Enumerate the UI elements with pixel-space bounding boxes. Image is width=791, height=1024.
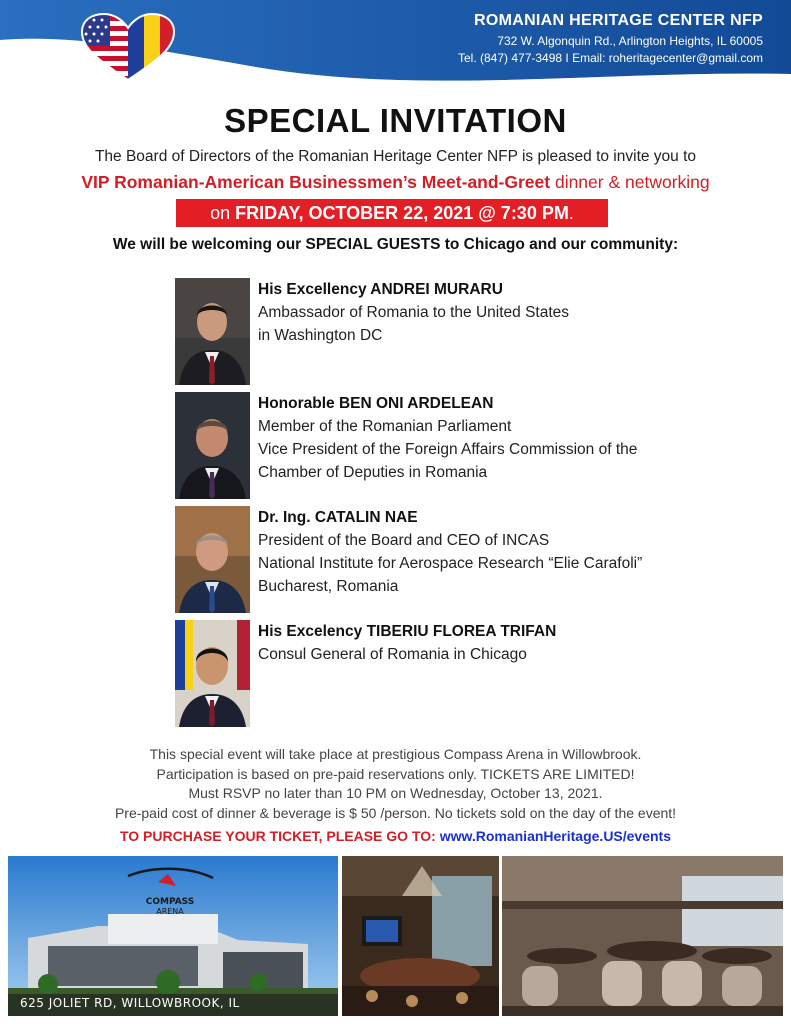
details-line: Pre-paid cost of dinner & beverage is $ 50 /person. No tickets sold on the day of the event! [114, 804, 677, 821]
guest-info [258, 278, 738, 347]
venue-exterior-photo [8, 856, 338, 1016]
venue-interior-photo [342, 856, 499, 1016]
guest-name: His Excelency TIBERIU FLOREA TRIFAN [258, 623, 557, 640]
guest-title-line: National Institute for Aerospace Research “Elie Carafoli” [258, 555, 643, 572]
us-romania-heart-icon [78, 12, 178, 84]
guest-title-line: Vice President of the Foreign Affairs Commission of the [258, 441, 638, 458]
guest-name: Honorable BEN ONI ARDELEAN [258, 395, 494, 412]
header-banner [0, 0, 791, 100]
guest-title-line: in Washington DC [258, 327, 383, 344]
guest-title-line: Member of the Romanian Parliament [258, 418, 512, 435]
organization-info [458, 12, 763, 65]
guest-info [258, 620, 738, 666]
venue-address: 625 JOLIET RD, WILLOWBROOK, IL [20, 996, 240, 1010]
page-title: SPECIAL INVITATION [224, 102, 567, 139]
event-date-banner [176, 199, 608, 227]
guest-entry [175, 392, 735, 500]
purchase-call-to-action [0, 828, 791, 844]
welcome-text: We will be welcoming our SPECIAL GUESTS to Chicago and our community: [112, 236, 679, 253]
cta-text: TO PURCHASE YOUR TICKET, PLEASE GO TO: [119, 828, 440, 844]
venue-sign-line2: ARENA [156, 907, 184, 916]
details-line: Must RSVP no later than 10 PM on Wednesday, October 13, 2021. [188, 785, 603, 801]
guest-entry [175, 620, 735, 728]
event-details [0, 745, 791, 823]
event-date: FRIDAY, OCTOBER 22, 2021 @ 7:30 PM [235, 203, 569, 223]
guest-name: His Excellency ANDREI MURARU [258, 281, 503, 298]
guest-entry [175, 278, 735, 386]
intro-text: The Board of Directors of the Romanian Heritage Center NFP is pleased to invite you to [94, 148, 697, 165]
ticket-link[interactable]: www.RomanianHeritage.US/events [439, 828, 672, 844]
date-suffix: . [568, 203, 574, 223]
date-prefix: on [210, 203, 236, 223]
guest-photo [175, 620, 250, 727]
venue-sign-line1: COMPASS [145, 897, 195, 907]
organization-name: ROMANIAN HERITAGE CENTER NFP [474, 12, 763, 29]
guest-info [258, 392, 738, 484]
organization-address: 732 W. Algonquin Rd., Arlington Heights, IL 60005 [497, 34, 763, 48]
guest-photo [175, 506, 250, 613]
guest-photo [175, 278, 250, 385]
details-line: Participation is based on pre-paid reservations only. TICKETS ARE LIMITED! [156, 765, 635, 782]
event-suffix: dinner & networking [550, 172, 710, 192]
event-name-line [0, 172, 791, 193]
event-name: VIP Romanian-American Businessmen’s Meet-and-Greet [81, 172, 551, 192]
guest-title-line: Ambassador of Romania to the United States [258, 304, 570, 321]
details-line: This special event will take place at prestigious Compass Arena in Willowbrook. [149, 746, 642, 762]
venue-dining-photo [502, 856, 783, 1016]
guest-photo [175, 392, 250, 499]
guest-title-line: Bucharest, Romania [258, 578, 399, 595]
guest-info [258, 506, 738, 598]
organization-contact: Tel. (847) 477-3498 I Email: roheritagecenter@gmail.com [458, 51, 763, 65]
guest-title-line: Consul General of Romania in Chicago [258, 646, 527, 663]
guest-entry [175, 506, 735, 614]
guest-title-line: Chamber of Deputies in Romania [258, 464, 488, 481]
guest-title-line: President of the Board and CEO of INCAS [258, 532, 550, 549]
guest-name: Dr. Ing. CATALIN NAE [258, 509, 418, 526]
